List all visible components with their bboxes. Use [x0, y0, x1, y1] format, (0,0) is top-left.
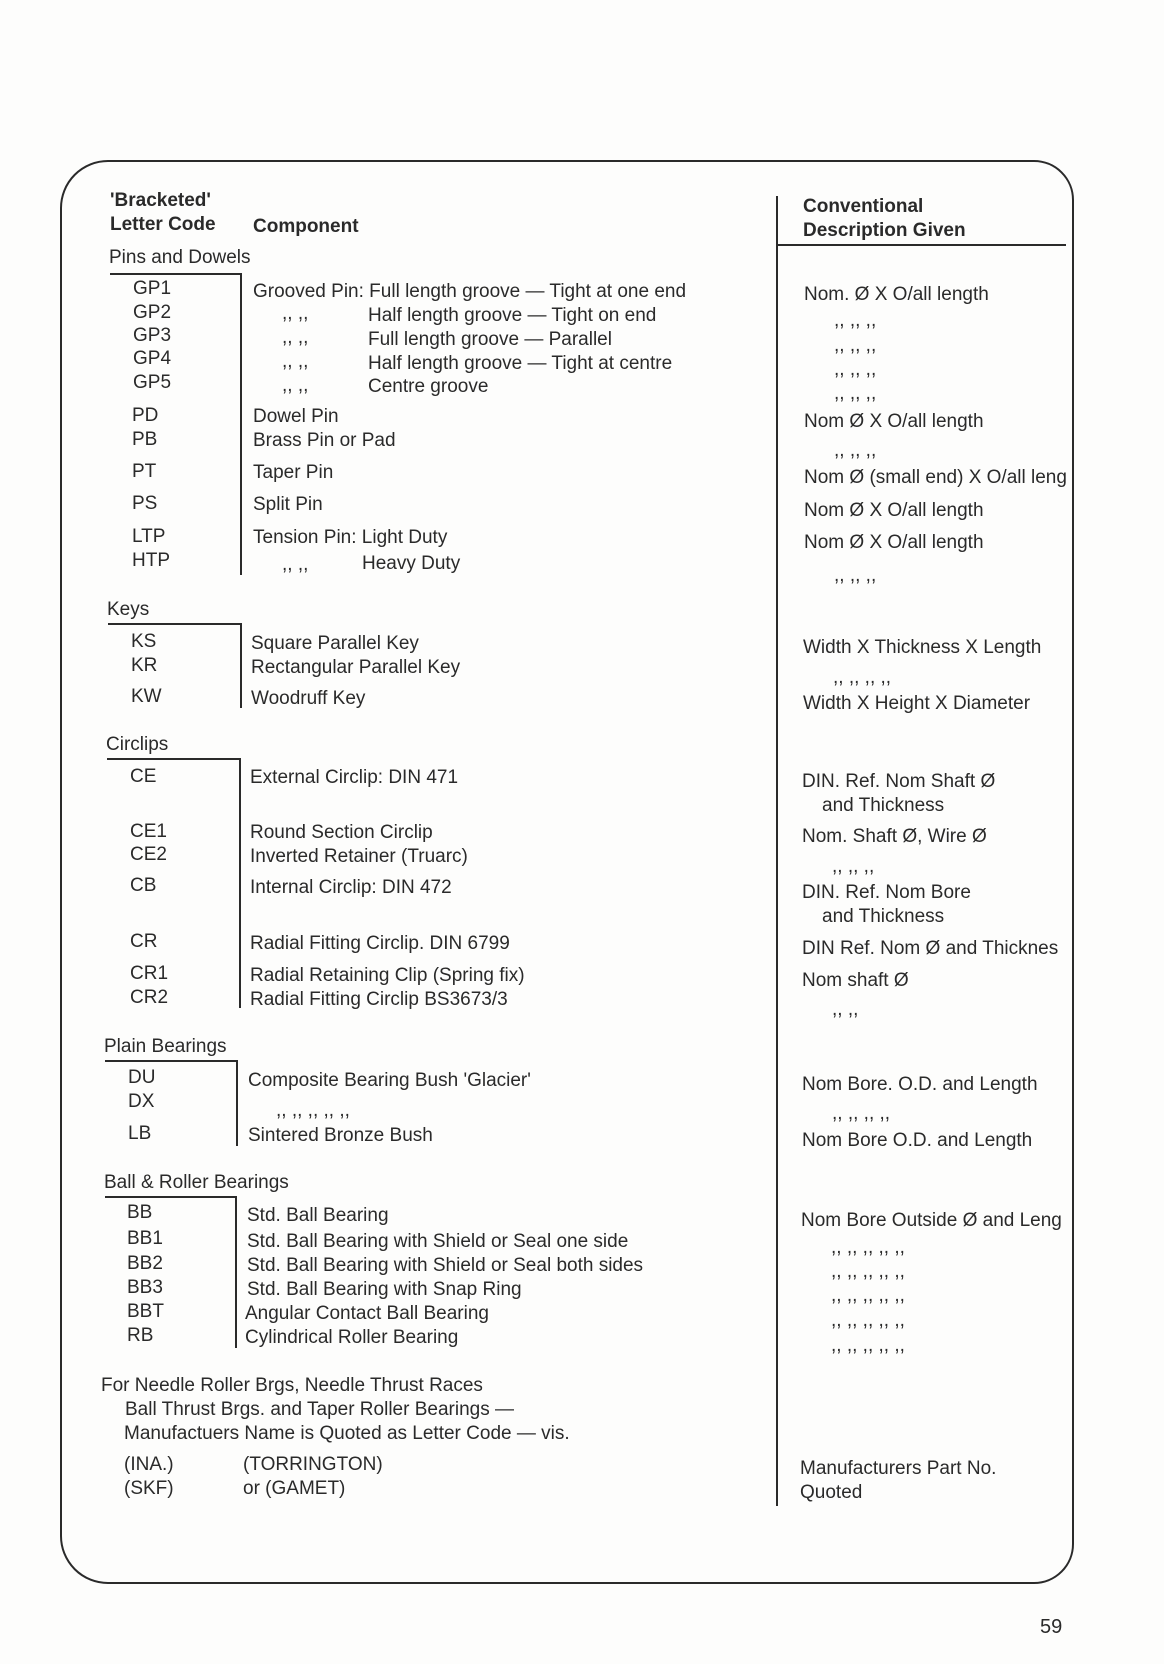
description: ,, ,,	[832, 999, 859, 1020]
component: Std. Ball Bearing with Shield or Seal one side	[247, 1231, 629, 1252]
code-divider	[236, 1060, 238, 1146]
description: Nom Ø X O/all length	[804, 532, 984, 553]
component: ,, ,, ,, ,, ,,	[276, 1100, 350, 1121]
description: ,, ,, ,, ,,	[832, 1103, 891, 1124]
description: Nom shaft Ø	[802, 970, 909, 991]
component: Round Section Circlip	[250, 822, 433, 843]
code: BBT	[127, 1301, 164, 1322]
code-divider	[240, 623, 242, 708]
header-bracketed: 'Bracketed'	[110, 190, 211, 211]
description: ,, ,, ,, ,, ,,	[831, 1237, 905, 1258]
description-line2: and Thickness	[822, 795, 945, 816]
code: GP4	[133, 348, 172, 369]
component: Std. Ball Bearing with Shield or Seal both sides	[247, 1255, 644, 1276]
note-ina: (INA.)	[124, 1454, 174, 1475]
component: Woodruff Key	[251, 688, 366, 709]
component: Radial Fitting Circlip. DIN 6799	[250, 933, 510, 954]
description: ,, ,, ,, ,,	[833, 667, 892, 688]
section-title-pins: Pins and Dowels	[109, 247, 251, 268]
note-line-1: For Needle Roller Brgs, Needle Thrust Races	[101, 1375, 483, 1396]
ditto: ,, ,,	[282, 554, 309, 575]
description: Nom Bore. O.D. and Length	[802, 1074, 1038, 1095]
note-desc-2: Quoted	[800, 1482, 863, 1503]
section-rule	[110, 273, 242, 275]
code-divider	[239, 758, 241, 1008]
component: Centre groove	[368, 376, 489, 397]
ditto: ,, ,,	[282, 303, 309, 324]
description-line2: and Thickness	[822, 906, 945, 927]
component: Dowel Pin	[253, 406, 339, 427]
code: BB3	[127, 1277, 163, 1298]
header-underline	[776, 244, 1066, 246]
code: PS	[132, 493, 158, 514]
code: LB	[128, 1123, 152, 1144]
component: Brass Pin or Pad	[253, 430, 396, 451]
description: ,, ,, ,,	[834, 310, 877, 331]
code: CB	[130, 875, 157, 896]
code: GP1	[133, 278, 172, 299]
description: Nom. Ø X O/all length	[804, 284, 989, 305]
ditto: ,, ,,	[282, 375, 309, 396]
code: DX	[128, 1091, 155, 1112]
header-letter-code: Letter Code	[110, 214, 216, 235]
code: BB1	[127, 1228, 163, 1249]
code: KR	[131, 655, 158, 676]
component: Radial Fitting Circlip BS3673/3	[250, 989, 508, 1010]
component: External Circlip: DIN 471	[250, 767, 459, 788]
note-skf: (SKF)	[124, 1478, 174, 1499]
description: Nom Ø X O/all length	[804, 411, 984, 432]
component: Full length groove — Parallel	[368, 329, 612, 350]
header-component: Component	[253, 216, 359, 237]
code: GP2	[133, 302, 172, 323]
component: Internal Circlip: DIN 472	[250, 877, 452, 898]
component: Rectangular Parallel Key	[251, 657, 461, 678]
component: Tension Pin: Light Duty	[253, 527, 448, 548]
header-description-given: Description Given	[803, 220, 966, 241]
component: Sintered Bronze Bush	[248, 1125, 433, 1146]
code: BB	[127, 1202, 153, 1223]
component: Inverted Retainer (Truarc)	[250, 846, 468, 867]
description: Nom Bore Outside Ø and Leng	[801, 1210, 1062, 1231]
description: DIN. Ref. Nom Bore	[802, 882, 971, 903]
description: ,, ,, ,,	[834, 565, 877, 586]
component: Split Pin	[253, 494, 323, 515]
code: HTP	[132, 550, 170, 571]
component: Std. Ball Bearing	[247, 1205, 389, 1226]
description: Nom. Shaft Ø, Wire Ø	[802, 826, 987, 847]
component: Square Parallel Key	[251, 633, 419, 654]
code-divider	[235, 1196, 237, 1348]
note-torrington: (TORRINGTON)	[243, 1454, 383, 1475]
description: ,, ,, ,, ,, ,,	[831, 1310, 905, 1331]
note-line-3: Manufactuers Name is Quoted as Letter Code — vis.	[124, 1423, 570, 1444]
code: RB	[127, 1325, 154, 1346]
code: CR	[130, 931, 158, 952]
code: DU	[128, 1067, 156, 1088]
code: CE	[130, 766, 157, 787]
code: CE1	[130, 821, 167, 842]
section-title-keys: Keys	[107, 599, 150, 620]
section-rule	[108, 623, 242, 625]
component: Radial Retaining Clip (Spring fix)	[250, 965, 525, 986]
code: PB	[132, 429, 158, 450]
component: Taper Pin	[253, 462, 334, 483]
code-divider	[240, 273, 242, 575]
description: ,, ,, ,, ,, ,,	[831, 1285, 905, 1306]
description: DIN Ref. Nom Ø and Thicknes	[802, 938, 1059, 959]
description: ,, ,, ,, ,, ,,	[831, 1261, 905, 1282]
component: Composite Bearing Bush 'Glacier'	[248, 1070, 531, 1091]
description: ,, ,, ,,	[834, 359, 877, 380]
note-desc-1: Manufacturers Part No.	[800, 1458, 997, 1479]
description: Nom Ø (small end) X O/all leng	[804, 467, 1067, 488]
note-gamet: or (GAMET)	[243, 1478, 346, 1499]
description: ,, ,, ,, ,, ,,	[831, 1335, 905, 1356]
description: ,, ,, ,,	[834, 440, 877, 461]
code: KW	[131, 686, 162, 707]
ditto: ,, ,,	[282, 351, 309, 372]
component: Half length groove — Tight on end	[368, 305, 657, 326]
code: CR2	[130, 987, 169, 1008]
code: GP3	[133, 325, 172, 346]
description: Nom Bore O.D. and Length	[802, 1130, 1033, 1151]
section-title-ball-roller: Ball & Roller Bearings	[104, 1172, 289, 1193]
code: PT	[132, 461, 157, 482]
ditto: ,, ,,	[282, 327, 309, 348]
description: Width X Height X Diameter	[803, 693, 1031, 714]
code: CR1	[130, 963, 169, 984]
section-title-circlips: Circlips	[106, 734, 169, 755]
code: LTP	[132, 526, 166, 547]
section-rule	[105, 1196, 237, 1198]
header-conventional: Conventional	[803, 196, 924, 217]
section-rule	[107, 758, 241, 760]
section-title-plain-bearings: Plain Bearings	[104, 1036, 227, 1057]
component: Half length groove — Tight at centre	[368, 353, 673, 374]
section-rule	[105, 1060, 238, 1062]
code: KS	[131, 631, 157, 652]
code: BB2	[127, 1253, 163, 1274]
component: Angular Contact Ball Bearing	[245, 1303, 489, 1324]
page-number: 59	[1040, 1616, 1063, 1638]
code: GP5	[133, 372, 172, 393]
description: ,, ,, ,,	[832, 856, 875, 877]
component: Heavy Duty	[362, 553, 461, 574]
description: ,, ,, ,,	[834, 335, 877, 356]
component: Cylindrical Roller Bearing	[245, 1327, 459, 1348]
description: ,, ,, ,,	[834, 383, 877, 404]
description: Width X Thickness X Length	[803, 637, 1042, 658]
description: DIN. Ref. Nom Shaft Ø	[802, 771, 996, 792]
code: PD	[132, 405, 159, 426]
component: Std. Ball Bearing with Snap Ring	[247, 1279, 522, 1300]
note-line-2: Ball Thrust Brgs. and Taper Roller Bearings —	[125, 1399, 514, 1420]
code: CE2	[130, 844, 167, 865]
component: Grooved Pin: Full length groove — Tight at one end	[253, 281, 687, 302]
description: Nom Ø X O/all length	[804, 500, 984, 521]
column-divider	[776, 196, 778, 1506]
